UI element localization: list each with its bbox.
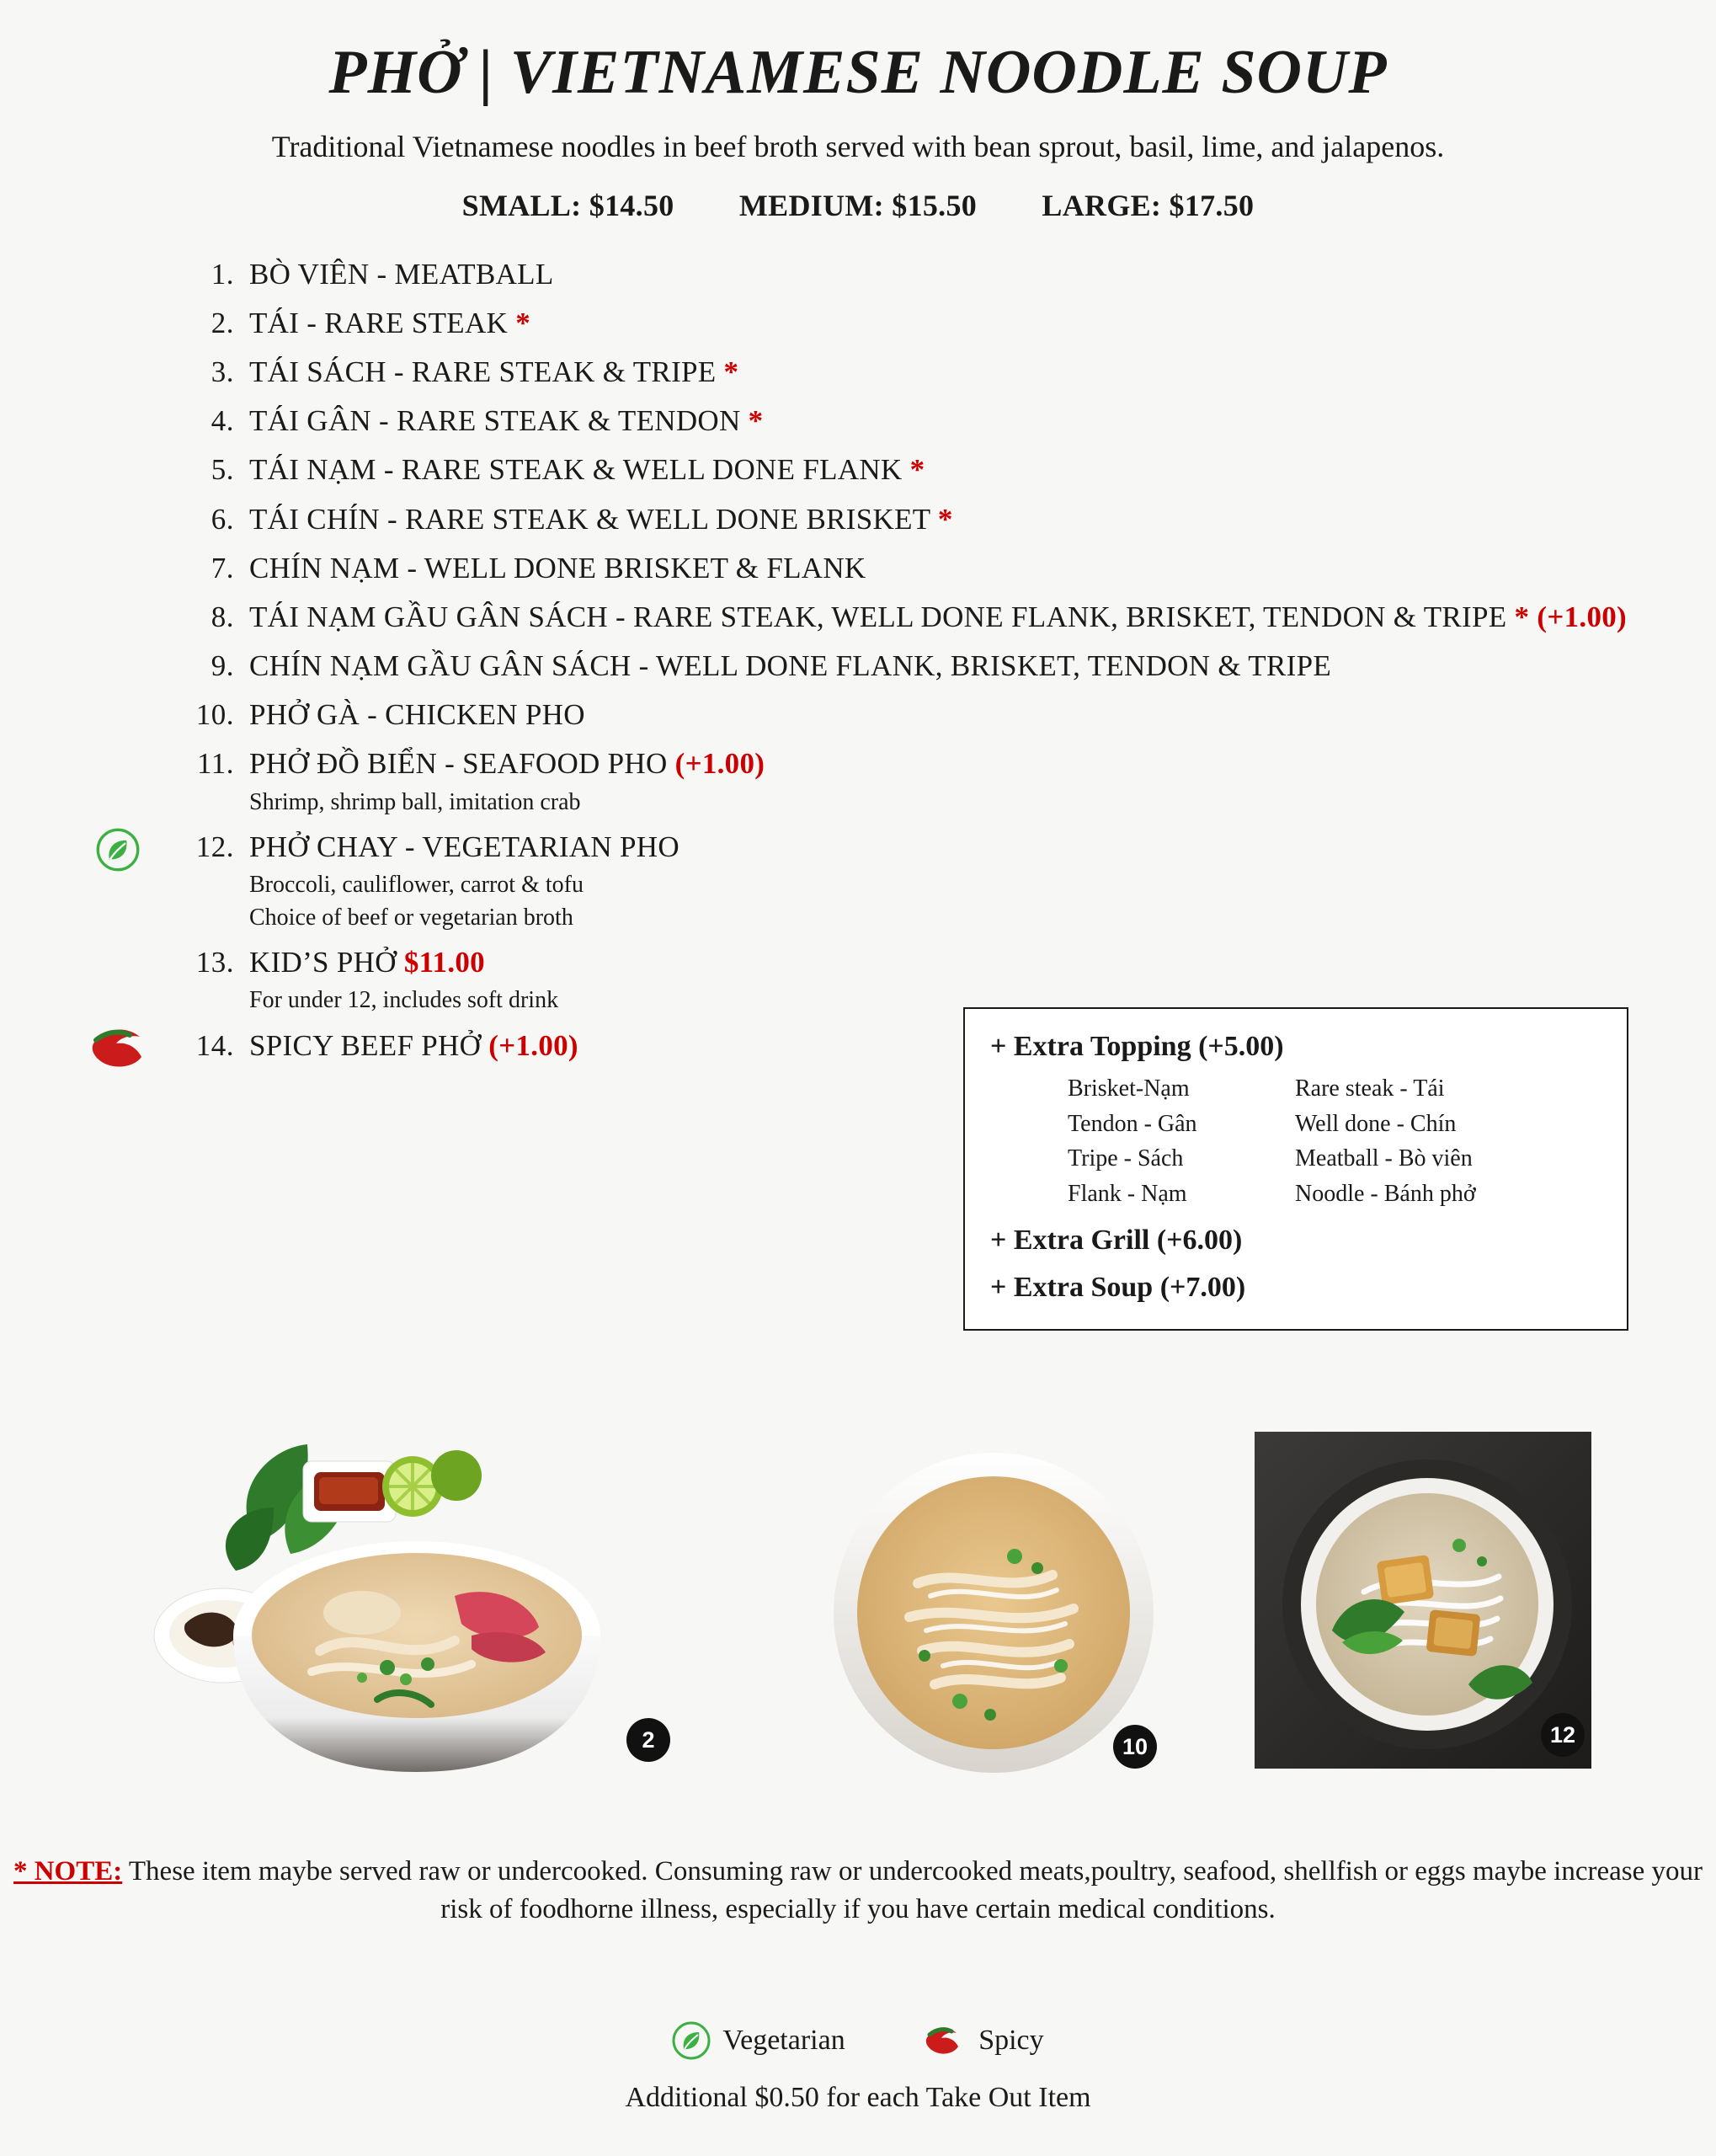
topping-left-0: Brisket-Nạm <box>1068 1075 1190 1102</box>
menu-item[interactable] <box>168 451 1716 489</box>
menu-item-name <box>249 549 866 588</box>
vegetarian-pho-illustration <box>1255 1432 1591 1769</box>
legend-vegetarian <box>672 2021 845 2060</box>
disclaimer-note <box>0 1853 1716 1928</box>
photo-badge-12: 12 <box>1541 1713 1585 1757</box>
menu-item-description: For under 12, includes soft drink <box>249 987 559 1014</box>
leaf-icon <box>96 828 140 872</box>
price-small-value: $14.50 <box>589 188 674 222</box>
menu-item[interactable] <box>168 598 1716 637</box>
photo-chicken-pho <box>825 1449 1162 1777</box>
menu-item-name <box>249 647 1331 686</box>
menu-item[interactable] <box>168 353 1716 392</box>
menu-item-upcharge: (+1.00) <box>1537 600 1627 633</box>
menu-item-name-text: TÁI - RARE STEAK <box>249 306 509 339</box>
menu-item[interactable] <box>168 402 1716 440</box>
menu-item[interactable] <box>168 549 1716 588</box>
menu-item-name-text: PHỞ ĐỒ BIỂN - SEAFOOD PHO <box>249 747 668 781</box>
menu-item-name-text: PHỞ CHAY - VEGETARIAN PHO <box>249 830 679 864</box>
menu-item-name <box>249 1027 578 1065</box>
menu-item-name-text: TÁI SÁCH - RARE STEAK & TRIPE <box>249 355 717 388</box>
menu-item-list <box>0 255 1716 1065</box>
price-row <box>0 188 1716 223</box>
menu-item-line <box>168 647 1716 686</box>
legend-spicy <box>919 2021 1043 2060</box>
menu-item-line <box>168 744 1716 783</box>
photo-rare-steak-pho <box>109 1415 682 1777</box>
menu-item-number: 12. <box>195 830 234 864</box>
price-medium <box>711 188 1005 223</box>
menu-item-number: 7. <box>211 551 234 584</box>
raw-warning-star: * <box>748 404 764 438</box>
legend-row <box>0 2021 1716 2068</box>
price-medium-value: $15.50 <box>892 188 978 222</box>
menu-item-name-text: KID’S PHỞ <box>249 946 397 979</box>
note-text: These item maybe served raw or undercooked. Consuming raw or undercooked meats,poultry, seafood, shellfish or eggs maybe increase your risk of foodhorne illness, especially if you have certain medical conditions. <box>122 1856 1703 1924</box>
menu-item-number: 11. <box>197 747 234 781</box>
price-medium-label: MEDIUM: <box>738 188 884 222</box>
price-small-label: SMALL: <box>461 188 582 222</box>
menu-item-name <box>249 402 763 440</box>
photo-vegetarian-pho <box>1255 1432 1591 1769</box>
menu-item-upcharge: (+1.00) <box>674 747 765 781</box>
menu-item-line <box>168 696 1716 734</box>
menu-item-name <box>249 744 765 783</box>
menu-item-price: $11.00 <box>403 946 485 979</box>
chili-icon <box>88 1022 148 1072</box>
menu-item[interactable] <box>168 744 1716 818</box>
topping-right-0: Rare steak - Tái <box>1295 1075 1445 1102</box>
menu-item-name <box>249 500 953 539</box>
menu-item-name-text: SPICY BEEF PHỞ <box>249 1028 482 1062</box>
menu-item-name-text: TÁI GÂN - RARE STEAK & TENDON <box>249 404 741 438</box>
photo-badge-10: 10 <box>1113 1725 1157 1769</box>
menu-item-name <box>249 696 585 734</box>
raw-warning-star: * <box>909 453 925 487</box>
topping-right-1: Well done - Chín <box>1295 1110 1457 1137</box>
spicy-marker <box>88 1022 148 1072</box>
menu-item-line <box>168 255 1716 294</box>
menu-item-number: 10. <box>195 698 234 732</box>
menu-item-number: 1. <box>211 257 234 291</box>
price-large-label: LARGE: <box>1042 188 1162 222</box>
menu-item-name-text: CHÍN NẠM GẦU GÂN SÁCH - WELL DONE FLANK, BRISKET, TENDON & TRIPE <box>249 649 1332 683</box>
price-large <box>1013 188 1282 223</box>
menu-item-number: 4. <box>211 404 234 438</box>
topping-left-2: Tripe - Sách <box>1068 1145 1184 1172</box>
price-large-value: $17.50 <box>1169 188 1255 222</box>
menu-item-name <box>249 828 679 867</box>
menu-item-description: Shrimp, shrimp ball, imitation crab <box>249 788 581 815</box>
menu-item-name-text: PHỞ GÀ - CHICKEN PHO <box>249 698 585 732</box>
note-label: * NOTE: <box>13 1856 123 1886</box>
menu-item[interactable] <box>168 647 1716 686</box>
menu-item-name-text: TÁI CHÍN - RARE STEAK & WELL DONE BRISKET <box>249 502 930 536</box>
menu-item-number: 3. <box>211 355 234 388</box>
leaf-icon <box>672 2021 711 2060</box>
vegetarian-marker <box>96 828 140 872</box>
menu-item[interactable] <box>168 828 1716 933</box>
rare-steak-pho-illustration <box>109 1415 682 1777</box>
menu-item-name <box>249 353 738 392</box>
menu-item-line <box>168 828 1716 867</box>
page-title: PHỞ | VIETNAMESE NOODLE SOUP <box>328 38 1388 107</box>
extra-soup: + Extra Soup (+7.00) <box>990 1272 1246 1304</box>
menu-item-line <box>168 353 1716 392</box>
topping-left-1: Tendon - Gân <box>1068 1110 1197 1137</box>
legend-spicy-label: Spicy <box>978 2025 1044 2056</box>
menu-item[interactable] <box>168 255 1716 294</box>
menu-item-name-text: TÁI NẠM GẦU GÂN SÁCH - RARE STEAK, WELL DONE FLANK, BRISKET, TENDON & TRIPE <box>249 600 1507 633</box>
menu-item[interactable] <box>168 304 1716 343</box>
menu-item-line <box>168 402 1716 440</box>
legend-vegetarian-label: Vegetarian <box>722 2025 845 2056</box>
raw-warning-star: * <box>937 502 953 536</box>
chicken-pho-illustration <box>825 1449 1162 1777</box>
topping-left-3: Flank - Nạm <box>1068 1180 1187 1207</box>
menu-item-number: 13. <box>195 946 234 979</box>
menu-item-line <box>168 500 1716 539</box>
menu-subtitle: Traditional Vietnamese noodles in beef broth served with bean sprout, basil, lime, and jalapenos. <box>271 130 1445 164</box>
price-small <box>434 188 703 223</box>
raw-warning-star: * <box>1514 600 1530 633</box>
extra-topping-title: + Extra Topping (+5.00) <box>990 1031 1284 1062</box>
menu-item-number: 2. <box>211 306 234 339</box>
raw-warning-star: * <box>723 355 739 388</box>
menu-item-description: Choice of beef or vegetarian broth <box>249 904 573 931</box>
photo-strip <box>0 1398 1716 1802</box>
menu-item-upcharge: (+1.00) <box>488 1028 578 1062</box>
menu-item-line <box>168 451 1716 489</box>
menu-item-number: 6. <box>211 502 234 536</box>
menu-item-line <box>168 549 1716 588</box>
menu-item-name-text: TÁI NẠM - RARE STEAK & WELL DONE FLANK <box>249 453 903 487</box>
topping-right-2: Meatball - Bò viên <box>1295 1145 1473 1172</box>
topping-right-3: Noodle - Bánh phở <box>1295 1180 1476 1207</box>
takeout-note: Additional $0.50 for each Take Out Item <box>625 2082 1091 2113</box>
menu-item-number: 9. <box>211 649 234 683</box>
menu-header <box>0 0 1716 223</box>
menu-item-name <box>249 304 530 343</box>
menu-item-name <box>249 255 554 294</box>
menu-item-description: Broccoli, cauliflower, carrot & tofu <box>249 872 584 899</box>
extra-grill: + Extra Grill (+6.00) <box>990 1225 1243 1257</box>
menu-item[interactable] <box>168 943 1716 1017</box>
menu-item-number: 14. <box>195 1028 234 1062</box>
menu-item-name-text: CHÍN NẠM - WELL DONE BRISKET & FLANK <box>249 551 866 584</box>
raw-warning-star: * <box>515 306 531 339</box>
menu-item-name-text: BÒ VIÊN - MEATBALL <box>249 257 554 291</box>
menu-item[interactable] <box>168 696 1716 734</box>
menu-item-number: 8. <box>211 600 234 633</box>
menu-item-line <box>168 304 1716 343</box>
menu-item-name <box>249 598 1627 637</box>
menu-item-line <box>168 943 1716 982</box>
extras-box <box>963 1007 1628 1331</box>
photo-badge-2: 2 <box>626 1718 670 1762</box>
menu-item-name <box>249 943 485 982</box>
menu-item-line <box>168 598 1716 637</box>
menu-item-number: 5. <box>211 453 234 487</box>
extra-topping-grid <box>990 1073 1601 1209</box>
menu-item[interactable] <box>168 500 1716 539</box>
menu-item-name <box>249 451 925 489</box>
chili-icon <box>919 2021 967 2060</box>
